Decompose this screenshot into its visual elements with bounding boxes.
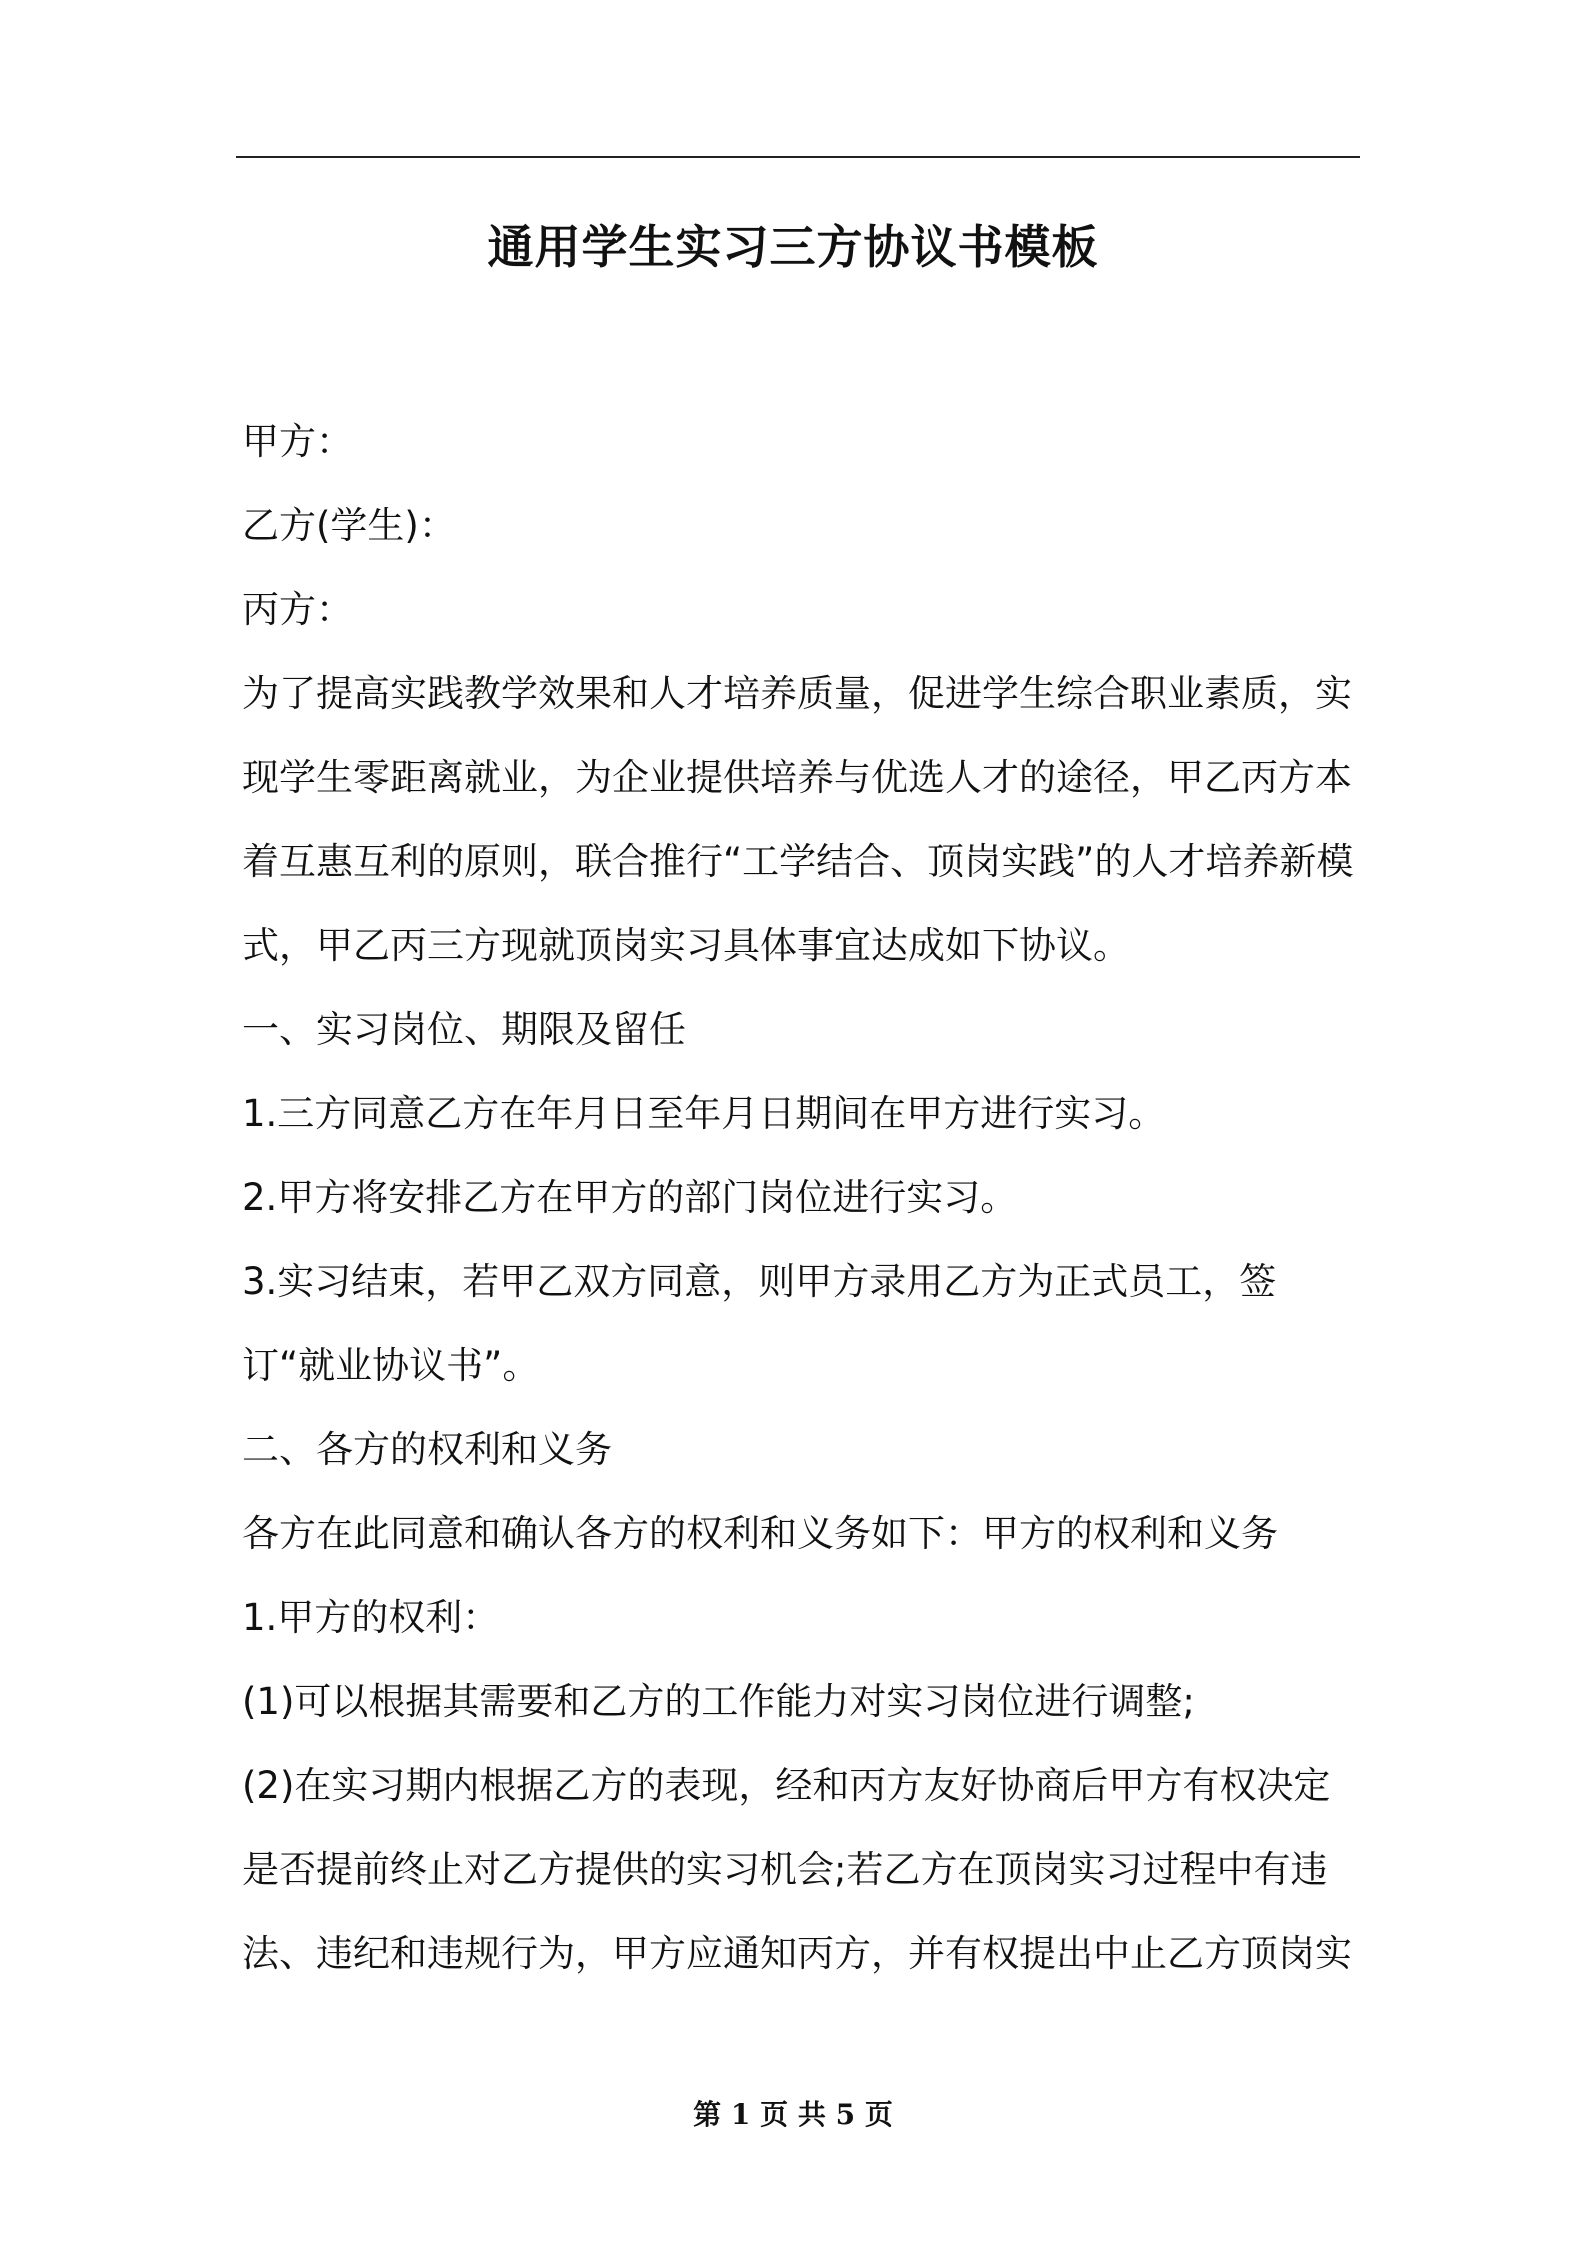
- header-rule: [236, 156, 1360, 158]
- document-body: [242, 400, 1360, 1996]
- clause-1-1: 1.三方同意乙方在年月日至年月日期间在甲方进行实习。: [242, 1092, 1166, 1135]
- preamble-paragraph: 为了提高实践教学效果和人才培养质量，促进学生综合职业素质，实现学生零距离就业，为企业提供培养与优选人才的途径，甲乙丙方本着互惠互利的原则，联合推行“工学结合、顶岗实践”的人才培养新模式，甲乙丙三方现就顶岗实习具体事宜达成如下协议。: [242, 672, 1354, 967]
- document-title: 通用学生实习三方协议书模板: [487, 220, 1099, 274]
- clause-1-3: 3.实习结束，若甲乙双方同意，则甲方录用乙方为正式员工，签订“就业协议书”。: [242, 1260, 1277, 1387]
- party-a-line: 甲方：: [242, 420, 353, 463]
- clause-2-1: 1.甲方的权利：: [242, 1596, 500, 1639]
- section-heading-1: 一、实习岗位、期限及留任: [242, 1008, 686, 1051]
- clause-1-2: 2.甲方将安排乙方在甲方的部门岗位进行实习。: [242, 1176, 1018, 1219]
- clause-2-1-2: (2)在实习期内根据乙方的表现，经和丙方友好协商后甲方有权决定是否提前终止对乙方提供的实习机会;若乙方在顶岗实习过程中有违法、违纪和违规行为，甲方应通知丙方，并有权提出中止乙方顶岗实: [242, 1764, 1352, 1975]
- page-footer: 第 1 页 共 5 页: [693, 2098, 893, 2131]
- party-c-line: 丙方：: [242, 588, 353, 631]
- clause-2-1-1: (1)可以根据其需要和乙方的工作能力对实习岗位进行调整;: [242, 1680, 1195, 1723]
- party-b-line: 乙方(学生)：: [242, 504, 456, 547]
- section-heading-2: 二、各方的权利和义务: [242, 1428, 612, 1471]
- section-2-intro: 各方在此同意和确认各方的权利和义务如下：甲方的权利和义务: [242, 1512, 1278, 1555]
